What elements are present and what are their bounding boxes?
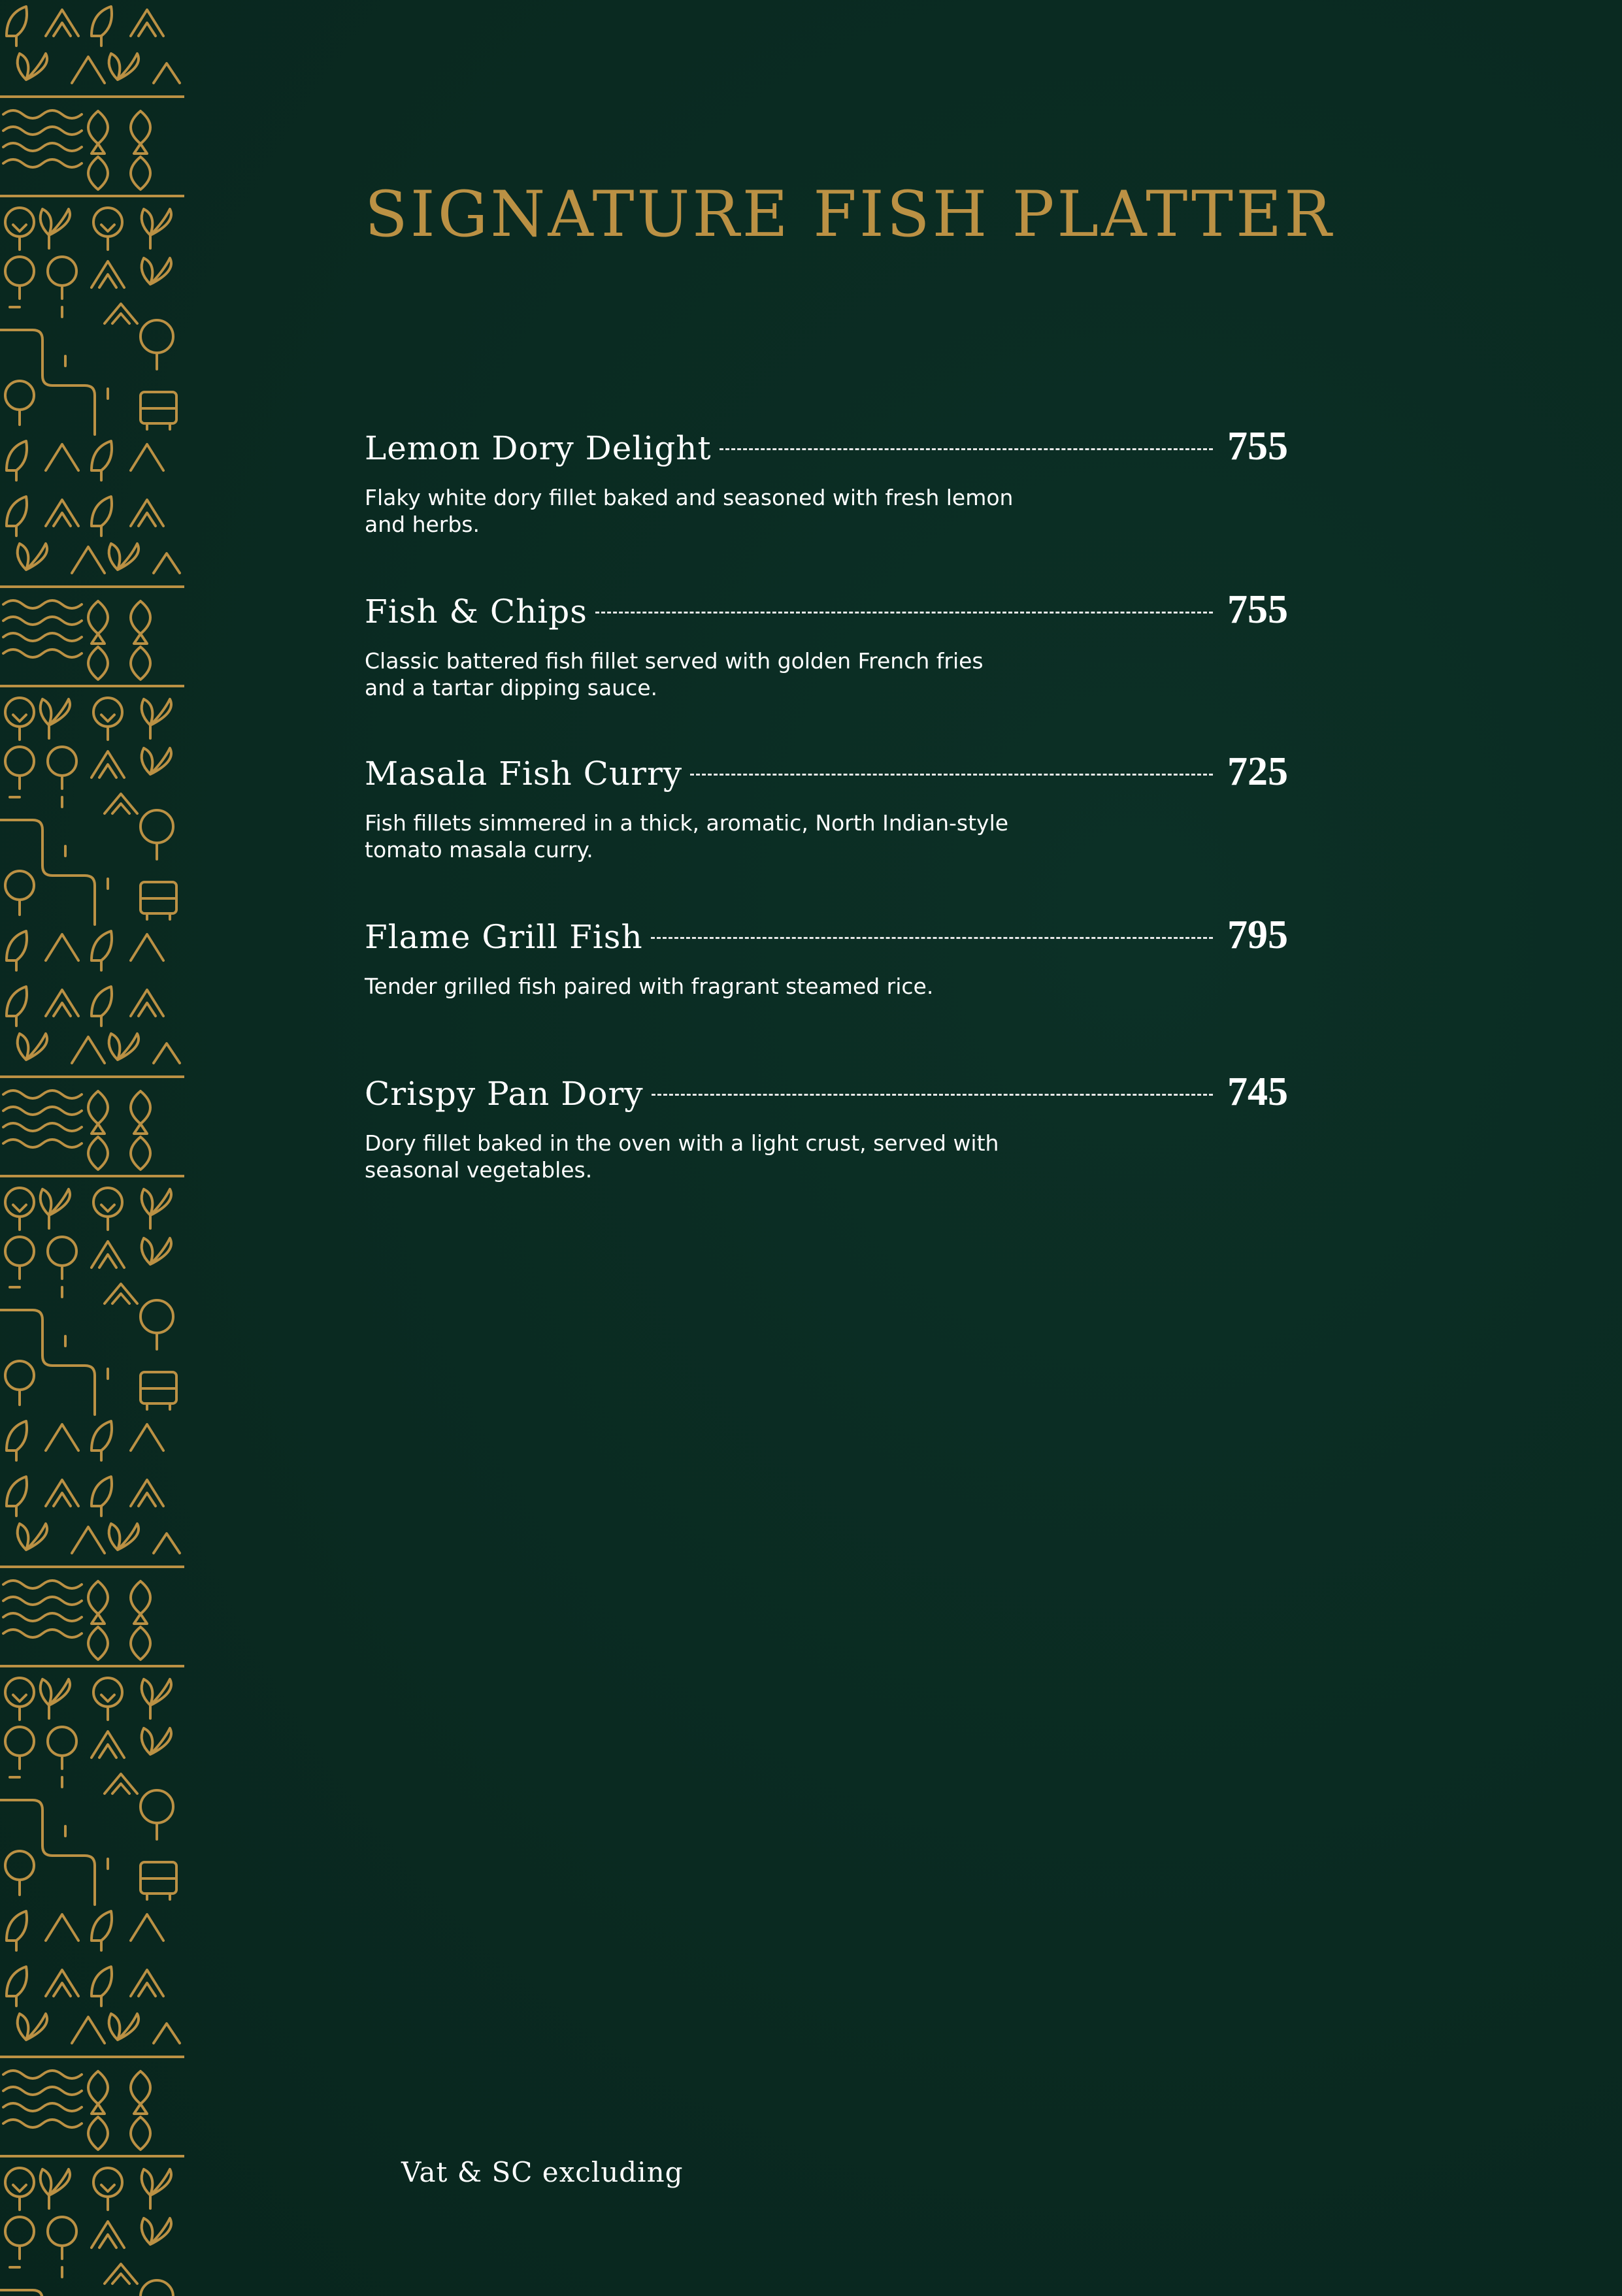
menu-item — [365, 749, 1293, 863]
dotted-leader — [652, 1094, 1213, 1096]
menu-item-description: Tender grilled fish paired with fragrant steamed rice. — [365, 974, 934, 999]
menu-item — [365, 423, 1293, 538]
dotted-leader — [720, 448, 1213, 450]
menu-item-description: Flaky white dory fillet baked and seasoned with fresh lemon and herbs. — [365, 485, 1014, 537]
menu-item-description: Dory fillet baked in the oven with a light crust, served with seasonal vegetables. — [365, 1130, 999, 1183]
tax-note: Vat & SC excluding — [401, 2156, 684, 2188]
menu-item-name: Fish & Chips — [365, 593, 588, 631]
menu-item-price: 795 — [1227, 913, 1288, 957]
dotted-leader — [651, 937, 1213, 939]
menu-item-price: 755 — [1227, 587, 1288, 632]
menu-item-name: Masala Fish Curry — [365, 755, 683, 793]
dotted-leader — [690, 774, 1213, 776]
menu-item-price: 725 — [1227, 749, 1288, 794]
menu-item-price: 755 — [1227, 424, 1288, 468]
menu-item-name: Flame Grill Fish — [365, 918, 643, 956]
menu-item-price: 745 — [1227, 1070, 1288, 1114]
decorative-border-pattern — [0, 0, 184, 2296]
dotted-leader — [595, 612, 1213, 614]
menu-item-name: Lemon Dory Delight — [365, 429, 712, 467]
menu-item — [365, 912, 1293, 1000]
page-title: SIGNATURE FISH PLATTER — [365, 178, 1334, 251]
menu-item-description: Fish fillets simmered in a thick, aromatic, North Indian-style tomato masala curry. — [365, 810, 1009, 862]
menu-item-description: Classic battered fish fillet served with golden French fries and a tartar dipping sauce. — [365, 648, 984, 700]
menu-item — [365, 587, 1293, 701]
menu-item — [365, 1069, 1293, 1183]
menu-item-name: Crispy Pan Dory — [365, 1075, 644, 1113]
